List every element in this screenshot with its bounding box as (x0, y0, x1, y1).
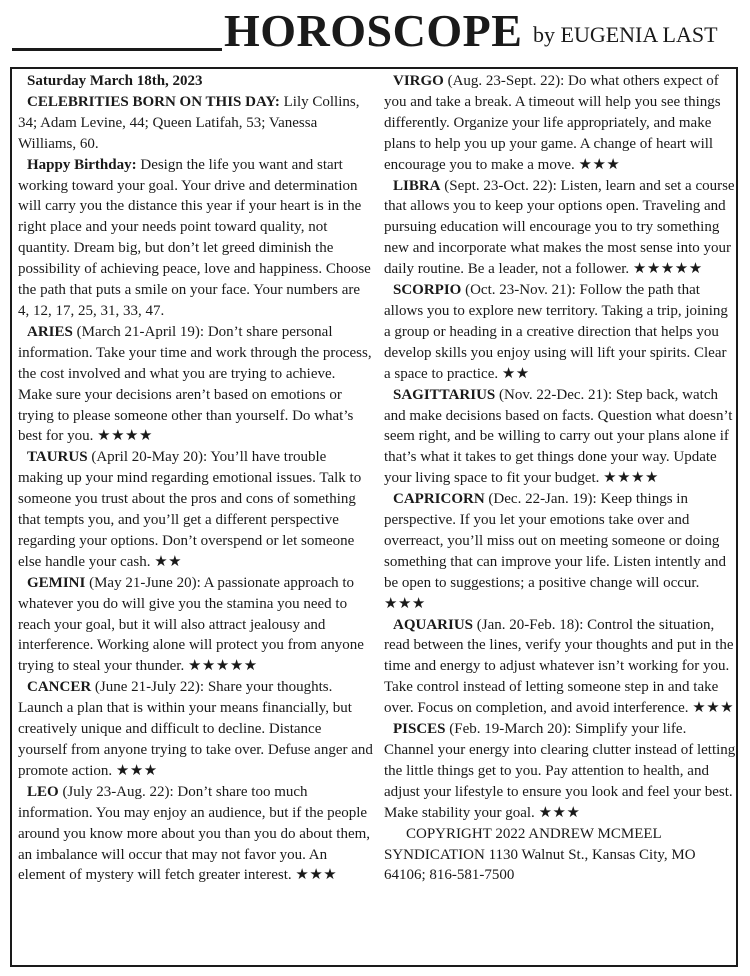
sign-name: AQUARIUS (393, 616, 474, 633)
sign-name: ARIES (27, 323, 73, 340)
copyright-notice: COPYRIGHT 2022 ANDREW MCMEEL SYNDICATION 1130 Walnut St., Kansas City, MO 64106; 816-581-7500 (384, 825, 696, 884)
sign-entry-cancer (18, 677, 373, 782)
star-rating: ★★★★★ (632, 261, 703, 278)
birthday-entry (18, 155, 373, 322)
star-rating: ★★ (154, 553, 183, 570)
sign-entry-libra (384, 176, 736, 281)
sign-name: SCORPIO (393, 282, 462, 299)
sign-entry-taurus (18, 447, 373, 572)
star-rating: ★★★ (578, 156, 621, 173)
page-title: HOROSCOPE (224, 5, 523, 56)
sign-name: CAPRICORN (393, 491, 485, 508)
star-rating: ★★★ (538, 804, 581, 821)
date-line (18, 71, 373, 92)
sign-entry-gemini (18, 573, 373, 678)
left-column (18, 71, 373, 886)
star-rating: ★★★ (384, 595, 426, 612)
sign-name: CANCER (27, 679, 92, 696)
celebrities-label: CELEBRITIES BORN ON THIS DAY: (27, 93, 280, 110)
sign-text: (Dec. 22-Jan. 19): Keep things in perspective. If you let your emotions take over and overreact, you’ll miss out on meeting someone or doing something that can improve your life. Listen intently and be open to suggestions; a positive change will occur. (384, 491, 727, 591)
sign-entry-scorpio (384, 280, 736, 385)
sign-name: LIBRA (393, 177, 441, 194)
byline: by EUGENIA LAST (533, 22, 718, 47)
sign-name: GEMINI (27, 574, 86, 591)
sign-entry-aries (18, 322, 373, 447)
masthead (0, 5, 750, 58)
sign-name: LEO (27, 783, 59, 800)
birthday-text: Design the life you want and start working toward your goal. Your drive and determination will carry you the distance this year if your heart is in the right place and your needs point toward quality, not quantity. Dream big, but don’t let greed diminish the possibility of achieving peace, love and happiness. Choose the path that puts a smile on your face. Your numbers are 4, 12, 17, 25, 31, 33, 47. (18, 156, 371, 319)
sign-text: (March 21-April 19): Don’t share personal information. Take your time and work through the process, the cost involved and what you are trying to achieve. Make sure your decisions aren’t based on emotions or trying to please someone other than yourself. Do what’s best for you. (18, 323, 372, 445)
sign-text: (Sept. 23-Oct. 22): Listen, learn and set a course that allows you to keep your options open. Traveling and pursuing education will encourage you to try something new and incorporate what makes the most sense into your daily routine. Be a leader, not a follower. (384, 177, 735, 278)
sign-text: (Jan. 20-Feb. 18): Control the situation, read between the lines, verify your thoughts and put in the time and energy to adjust whatever isn’t working for you. Take control instead of letting someone step in and take over. Focus on completion, and avoid interference. (384, 616, 734, 717)
sign-entry-leo (18, 782, 373, 887)
sign-text: (Aug. 23-Sept. 22): Do what others expect of you and take a break. A timeout will help you see things differently. Organize your life appropriately, and make plans to help you up your game. A change of heart will encourage you to make a move. (384, 73, 721, 173)
sign-text: (May 21-June 20): A passionate approach to whatever you do will give you the stamina you need to reach your goal, but it will also attract jealousy and interference. Working alone will protect you from anyone trying to steal your thunder. (18, 574, 364, 675)
star-rating: ★★★★ (97, 428, 153, 445)
sign-text: (April 20-May 20): You’ll have trouble making up your mind regarding emotional issues. Talk to someone you trust about the pros and cons of something that tempts you, and you’ll get a different perspective regarding your options. Don’t overspend or let someone else handle your cash. (18, 449, 362, 570)
sign-name: PISCES (393, 721, 446, 738)
birthday-label: Happy Birthday: (27, 156, 137, 173)
sign-entry-aquarius (384, 615, 736, 720)
sign-text: (June 21-July 22): Share your thoughts. Launch a plan that is within your means financially, but creatively unique and difficult to decline. Distance yourself from anyone trying to take over. Defuse anger and promote action. (18, 679, 373, 779)
star-rating: ★★★ (295, 867, 338, 884)
star-rating: ★★ (501, 365, 530, 382)
celebrities-entry (18, 92, 373, 155)
masthead-rule (12, 48, 222, 51)
sign-text: (Oct. 23-Nov. 21): Follow the path that allows you to explore new territory. Taking a trip, joining a group or heading in a creative direction that helps you develop skills you enjoy using will lift your spirits. Clear a space to practice. (384, 282, 728, 382)
sign-entry-capricorn (384, 489, 736, 614)
sign-name: VIRGO (393, 73, 444, 89)
sign-name: SAGITTARIUS (393, 386, 496, 403)
star-rating: ★★★ (115, 762, 158, 779)
sign-entry-sagittarius (384, 385, 736, 490)
star-rating: ★★★★★ (187, 658, 258, 675)
sign-name: TAURUS (27, 449, 88, 466)
sign-entry-virgo (384, 71, 736, 176)
star-rating: ★★★ (692, 700, 735, 717)
sign-text: (July 23-Aug. 22): Don’t share too much information. You may enjoy an audience, but if the people around you know more about you than you do about them, an imbalance will occur that may not favor you. An element of mystery will fetch greater interest. (18, 783, 371, 884)
right-column (384, 71, 736, 886)
date: Saturday March 18th, 2023 (27, 73, 203, 89)
sign-text: (Nov. 22-Dec. 21): Step back, watch and make decisions based on facts. Question what doesn’t seem right, and be willing to carry out your plans alone if that’s what it takes to get things done your way. Update your living space to fit your budget. (384, 386, 733, 487)
sign-text: (Feb. 19-March 20): Simplify your life. Channel your energy into clearing clutter instead of letting the little things get to you. Pay attention to health, and adjust your lifestyle to ensure you look and feel your best. Make stability your goal. (384, 721, 736, 821)
star-rating: ★★★★ (603, 470, 659, 487)
celebrities-text: Lily Collins, 34; Adam Levine, 44; Queen Latifah, 53; Vanessa Williams, 60. (18, 93, 360, 152)
sign-entry-pisces (384, 719, 736, 824)
